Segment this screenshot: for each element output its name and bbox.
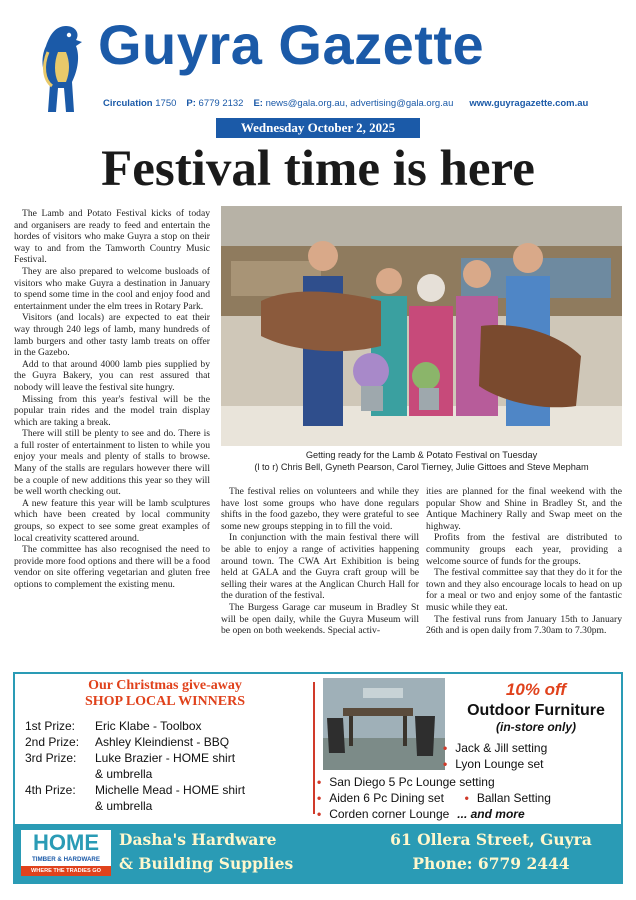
prize-place: 1st Prize: bbox=[25, 719, 76, 733]
outdoor-furniture-photo bbox=[323, 678, 448, 771]
bullet-icon: • bbox=[317, 791, 322, 805]
caption-line-1: Getting ready for the Lamb & Potato Festival on Tuesday bbox=[305, 450, 538, 460]
winner-name: Eric Klabe - Toolbox bbox=[95, 719, 202, 733]
list-item: • Lyon Lounge set bbox=[443, 757, 544, 771]
winner-row bbox=[25, 750, 305, 766]
store-contact bbox=[375, 828, 607, 876]
list-item: • Aiden 6 Pc Dining set • Ballan Setting bbox=[317, 791, 551, 805]
bullet-icon: • bbox=[443, 741, 448, 755]
home-hardware-logo bbox=[21, 830, 111, 876]
photo-caption bbox=[221, 449, 622, 473]
furniture-subtitle: (in-store only) bbox=[496, 720, 576, 734]
paragraph: Profits from the festival are distributed to community groups each year, providing a welcome source of funds for the groups. bbox=[426, 532, 622, 567]
furniture-list-bottom bbox=[317, 774, 551, 822]
bullet-icon: • bbox=[317, 775, 322, 789]
giveaway-heading-1: Our Christmas give-away bbox=[88, 678, 242, 693]
winner-name: Ashley Kleindienst - BBQ bbox=[95, 735, 230, 749]
winner-row bbox=[25, 782, 305, 798]
ad-divider bbox=[313, 682, 315, 814]
list-item: • Corden corner Lounge ... and more bbox=[317, 807, 525, 821]
paragraph: The festival committee say that they do it for the town and they also encourage locals to head on up for a meal or two and enjoy some of the fantastic music while they eat. bbox=[426, 567, 622, 613]
paragraph: The Lamb and Potato Festival kicks of today and organisers are ready to feed and entertain the hordes of visitors who make Guyra a stop on their way to and from the Tamworth Country Music Festival. bbox=[14, 208, 210, 266]
discount-percent: 10% off bbox=[505, 680, 567, 699]
masthead bbox=[0, 0, 636, 140]
phone: P: 6779 2132 bbox=[186, 98, 244, 109]
bullet-icon: • bbox=[317, 807, 322, 821]
list-item: • San Diego 5 Pc Lounge setting bbox=[317, 775, 495, 789]
article-column-2 bbox=[221, 486, 419, 637]
ad-footer-bar bbox=[15, 824, 621, 882]
contact-line bbox=[103, 98, 603, 109]
email[interactable]: E: news@gala.org.au, advertising@gala.org.au bbox=[253, 98, 454, 109]
website-link[interactable]: www.guyragazette.com.au bbox=[469, 98, 589, 109]
winner-name: Michelle Mead - HOME shirt bbox=[95, 783, 246, 797]
paragraph: They are also prepared to welcome busloads of visitors who make Guyra a destination in January to spend some time in the cool and enjoy food and entertainment under the elm trees in Rotary Park. bbox=[14, 265, 210, 312]
hardware-advertisement bbox=[13, 672, 623, 884]
list-item: • Jack & Jill setting bbox=[443, 741, 548, 755]
discount-block bbox=[455, 680, 617, 734]
prize-place: 3rd Prize: bbox=[25, 751, 77, 765]
store-name-line-1: Dasha's Hardware bbox=[119, 830, 277, 849]
headline: Festival time is here bbox=[101, 141, 535, 197]
winners-list bbox=[25, 718, 305, 814]
festival-photo-illustration bbox=[221, 206, 622, 446]
article-column-1 bbox=[14, 208, 210, 591]
paragraph: The festival relies on volunteers and while they have lost some groups who have done regulars shifts in the food gazebo, they were grateful to see some new groups stepping in to fill the void. bbox=[221, 486, 419, 532]
and-more-text: ... and more bbox=[457, 807, 525, 821]
furniture-list-right bbox=[443, 740, 547, 772]
winner-extra: & umbrella bbox=[95, 799, 153, 813]
prize-place: 4th Prize: bbox=[25, 783, 76, 797]
winner-row-extra bbox=[25, 766, 305, 782]
paragraph: A new feature this year will be lamb sculptures which have been created by local community groups, so expect to see some great examples of local creativity scattered around. bbox=[14, 497, 210, 544]
paragraph: Add to that around 4000 lamb pies supplied by the Guyra Bakery, you can rest assured that nobody will leave the festival site hungry. bbox=[14, 358, 210, 393]
winner-row bbox=[25, 718, 305, 734]
festival-photo bbox=[221, 206, 622, 446]
furniture-title: Outdoor Furniture bbox=[467, 702, 605, 719]
prize-place: 2nd Prize: bbox=[25, 735, 80, 749]
store-phone[interactable]: Phone: 6779 2444 bbox=[412, 854, 570, 873]
bullet-icon: • bbox=[464, 791, 469, 805]
store-name bbox=[119, 828, 293, 876]
furniture-illustration bbox=[323, 678, 448, 771]
paragraph: In conjunction with the main festival there will be able to enjoy a range of activities happening around town. The CWA Art Exhibition is being held at GALA and the Guyra craft group will be selling their wares at the Anglican Church Hall for the duration of the festival. bbox=[221, 532, 419, 602]
store-address: 61 Ollera Street, Guyra bbox=[390, 830, 592, 849]
paragraph: ities are planned for the final weekend with the popular Show and Shine in Bradley St, and the Antique Machinery Rally and Swap meet on the highway. bbox=[426, 486, 622, 532]
logo-word: HOME bbox=[33, 830, 99, 855]
giveaway-section bbox=[25, 678, 305, 814]
paragraph: There will still be plenty to see and do. There is a full roster of entertainment to listen to while you enjoy your meals and plenty of stalls to browse. Many of the stalls are regulars however there will be a couple of new additions this year so they will be well worth checking out. bbox=[14, 428, 210, 498]
paragraph: The committee has also recognised the need to provide more food options and there will be a food vendor on site offering vegetarian and gluten free options to complement the existing menu. bbox=[14, 544, 210, 590]
caption-line-2: (l to r) Chris Bell, Gyneth Pearson, Carol Tierney, Julie Gittoes and Steve Mepham bbox=[254, 462, 589, 472]
winner-extra: & umbrella bbox=[95, 767, 153, 781]
logo-strip: WHERE THE TRADIES GO bbox=[21, 866, 111, 876]
circulation: Circulation 1750 bbox=[103, 98, 177, 109]
winner-name: Luke Brazier - HOME shirt bbox=[95, 751, 236, 765]
store-name-line-2: & Building Supplies bbox=[119, 854, 294, 873]
paragraph: The festival runs from January 15th to January 26th and is open daily from 7.30am to 7.30pm. bbox=[426, 613, 622, 637]
logo-tagline: TIMBER & HARDWARE bbox=[31, 856, 101, 863]
paragraph: The Burgess Garage car museum in Bradley St will be open daily, while the Guyra Museum will be open on both weekends. Special activ- bbox=[221, 601, 419, 637]
winner-row-extra bbox=[25, 798, 305, 814]
issue-date: Wednesday October 2, 2025 bbox=[216, 118, 420, 138]
paragraph: Missing from this year's festival will be the popular train rides and the model train display which are taking a break. bbox=[14, 393, 210, 428]
masthead-title: Guyra Gazette bbox=[98, 13, 485, 76]
bullet-icon: • bbox=[443, 757, 448, 771]
article-column-3 bbox=[426, 486, 622, 637]
giveaway-heading-2: SHOP LOCAL WINNERS bbox=[84, 694, 245, 709]
paragraph: Visitors (and locals) are expected to eat their way through 240 legs of lamb, many hundreds of lamb burgers and other tasty lamb treats on offer in the Gazebo. bbox=[14, 312, 210, 359]
bird-mascot-icon bbox=[36, 22, 84, 116]
winner-row bbox=[25, 734, 305, 750]
